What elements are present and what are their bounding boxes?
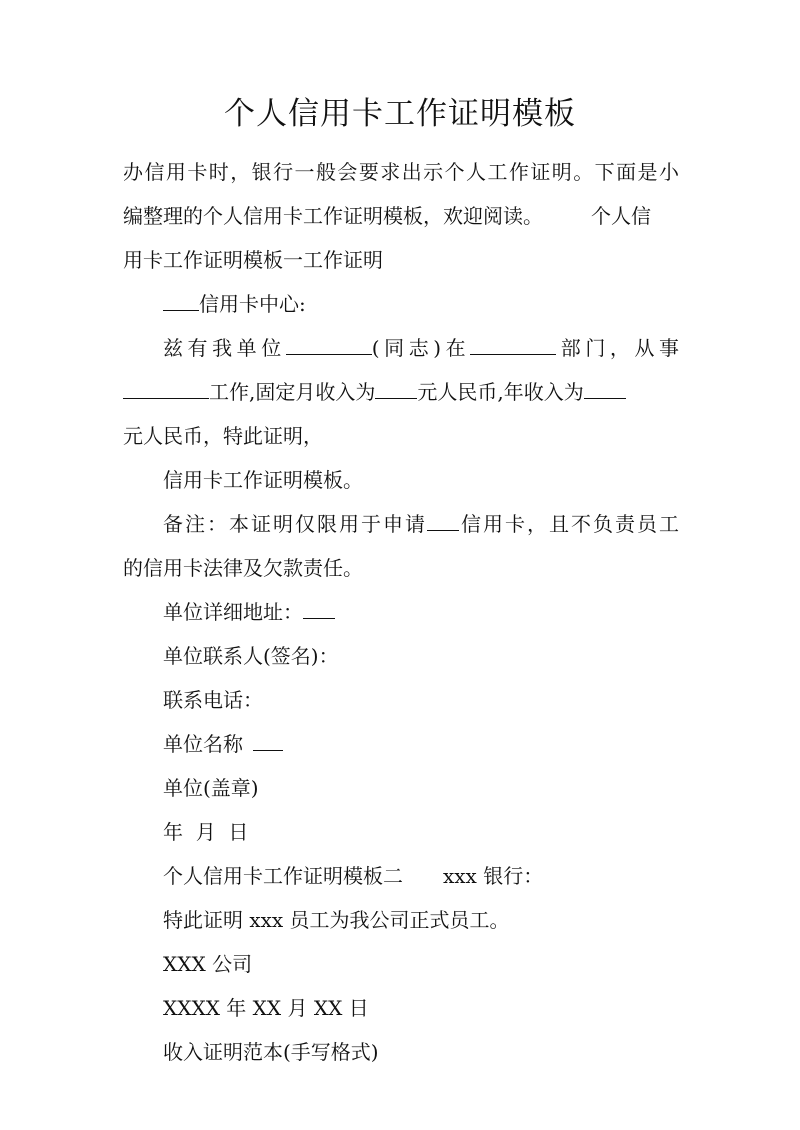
company-name-label: 单位名称 — [163, 732, 243, 756]
note-line-1 — [163, 510, 679, 538]
intro-line-1: 办信用卡时，银行一般会要求出示个人工作证明。下面是小 — [123, 160, 679, 184]
certificate-body-part-2: (同志)在 — [371, 336, 471, 360]
template-2-date: XXXX 年 XX 月 XX 日 — [163, 996, 369, 1020]
note-part-2: 信用卡，且不负责员工 — [459, 512, 679, 536]
intro-line-2-text: 编整理的个人信用卡工作证明模板，欢迎阅读。 — [123, 204, 543, 228]
certificate-body-line-2-part-2: 元人民币,年收入为 — [417, 380, 584, 404]
address-label: 单位详细地址： — [163, 600, 303, 624]
blank-department — [470, 336, 556, 355]
blank-employee-name — [286, 336, 372, 355]
address-line — [163, 598, 679, 626]
intro-line-2 — [123, 202, 679, 230]
blank-address — [303, 600, 335, 619]
certificate-body-line-3: 元人民币，特此证明， — [123, 424, 323, 448]
certificate-closing: 信用卡工作证明模板。 — [163, 468, 363, 492]
date-line: 年 月 日 — [163, 820, 249, 844]
certificate-body-line-2 — [123, 378, 679, 406]
intro-line-2-heading-start: 个人信 — [591, 204, 651, 228]
template-2-bank: xxx 银行： — [443, 864, 544, 888]
blank-monthly-income — [375, 380, 417, 399]
blank-bank-name — [163, 292, 199, 311]
blank-card-bank — [427, 512, 459, 531]
note-line-2: 的信用卡法律及欠款责任。 — [123, 556, 363, 580]
template-2-heading: 个人信用卡工作证明模板二 — [163, 864, 403, 888]
addressee-line — [163, 290, 679, 318]
document-title: 个人信用卡工作证明模板 — [224, 96, 576, 132]
income-certificate-heading: 收入证明范本(手写格式) — [163, 1040, 379, 1064]
note-part-1: 备注：本证明仅限用于申请 — [163, 512, 427, 536]
intro-line-3: 用卡工作证明模板一工作证明 — [123, 248, 383, 272]
company-name-line — [163, 730, 679, 758]
contact-line: 单位联系人(签名)： — [163, 644, 339, 668]
template-2-statement: 特此证明 xxx 员工为我公司正式员工。 — [163, 908, 510, 932]
template-2-heading-line — [163, 862, 679, 890]
blank-annual-income — [584, 380, 626, 399]
blank-company-name — [253, 732, 283, 751]
certificate-body-line-1 — [163, 334, 679, 362]
seal-line: 单位(盖章) — [163, 776, 259, 800]
template-2-company: XXX 公司 — [163, 952, 253, 976]
addressee-text: 信用卡中心: — [199, 292, 306, 316]
blank-job-title — [123, 380, 209, 399]
phone-line: 联系电话： — [163, 688, 263, 712]
certificate-body-line-2-part-1: 工作,固定月收入为 — [209, 380, 376, 404]
certificate-body-part-1: 兹有我单位 — [163, 336, 286, 360]
certificate-body-part-3: 部门，从事 — [556, 336, 679, 360]
